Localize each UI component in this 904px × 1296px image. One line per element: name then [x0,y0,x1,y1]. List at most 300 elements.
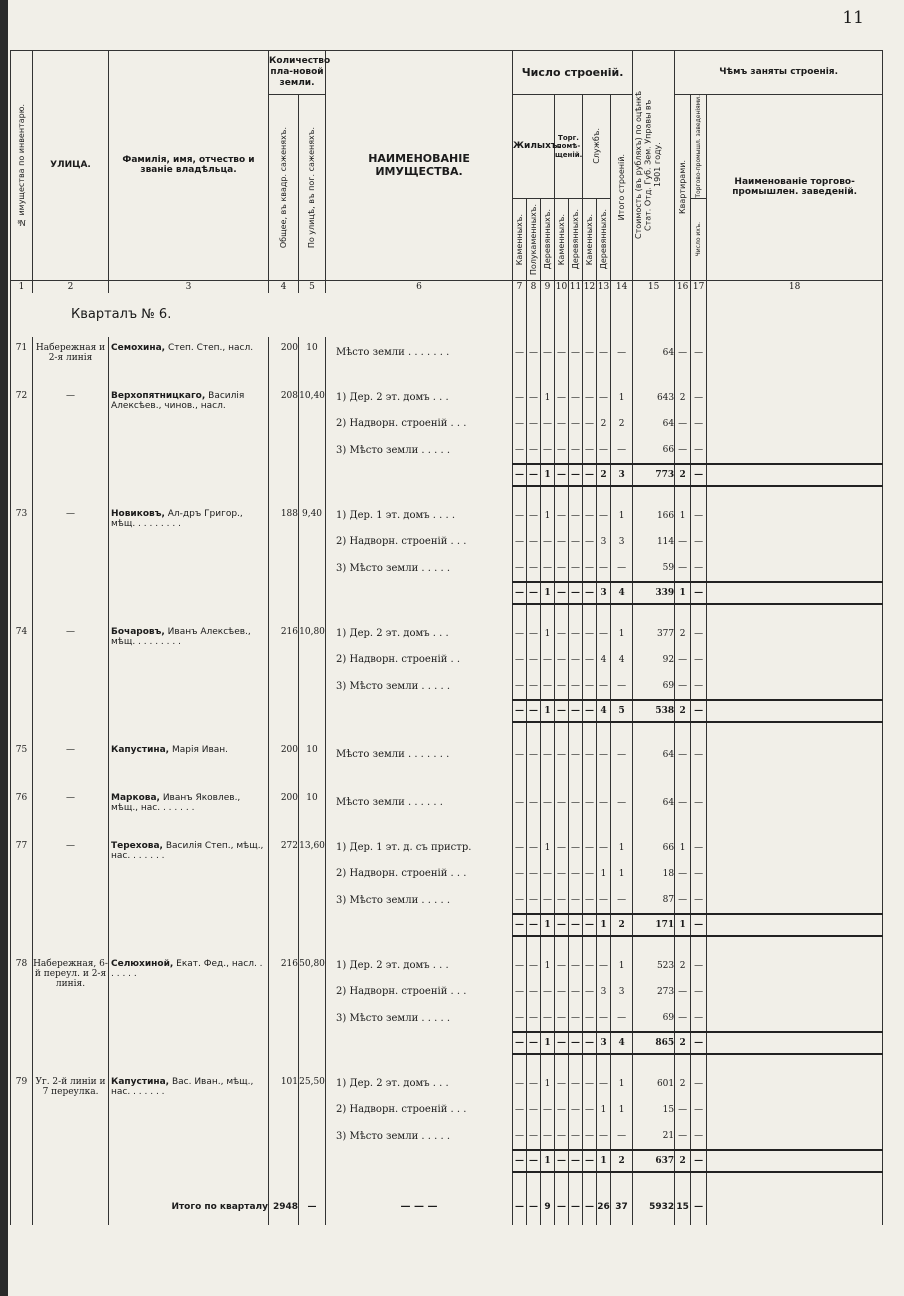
cell-c11: — [569,503,583,529]
cell-c8: — [527,1150,541,1172]
cell-c16: 2 [675,1032,691,1054]
cell-c16: — [675,739,691,771]
cell-c11: — [569,582,583,604]
cell-c11: — [569,337,583,369]
header-land-group: Количество пла-новой земли. [269,51,326,95]
cell-c17: — [691,529,707,555]
cell-c7: — [513,503,527,529]
cell-c16: — [675,887,691,914]
cell-establishment [707,887,883,914]
cell-c8: — [527,673,541,700]
spacer-row [11,1054,883,1071]
cell-c10: — [555,739,569,771]
entry-street: Набережная, 6-й переул. и 2-я линія. [33,953,109,1054]
cell-c14: 1 [611,1097,633,1123]
cell-establishment [707,979,883,1005]
cell-c15: 92 [633,647,675,673]
cell-c17: — [691,914,707,936]
property-item: 2) Надворн. строеній . . . [326,861,513,887]
entry-frontage: 10 [299,337,326,369]
grand-total-c8: — [527,1189,541,1225]
cell-c12: — [583,1150,597,1172]
header-property: НАИМЕНОВАНІЕ ИМУЩЕСТВА. [326,51,513,281]
cell-c17: — [691,385,707,411]
cell-establishment [707,787,883,819]
cell-c12: — [583,582,597,604]
table-row [11,385,883,411]
header-inventory-no: № имущества по инвентарю. [11,51,33,281]
cell-c15: 523 [633,953,675,979]
cell-establishment [707,673,883,700]
cell-c8: — [527,582,541,604]
entry-street: Уг. 2-й линіи и 7 переулка. [33,1071,109,1172]
cell-c16: 2 [675,700,691,722]
cell-c17: — [691,337,707,369]
cell-c11: — [569,437,583,464]
grand-total-c17: — [691,1189,707,1225]
cell-c12: — [583,887,597,914]
header-trade: Торг. помѣ-щеній. [555,95,583,199]
cell-c13: 2 [597,464,611,486]
cell-c11: — [569,1005,583,1032]
cell-c11: — [569,621,583,647]
cell-c7: — [513,979,527,1005]
property-item: Мѣсто земли . . . . . . [326,787,513,819]
cell-c10: — [555,1032,569,1054]
table-header [11,51,883,281]
cell-c9: — [541,739,555,771]
property-item: 1) Дер. 2 эт. домъ . . . [326,953,513,979]
cell-c17: — [691,411,707,437]
cell-c8: — [527,887,541,914]
cell-c7: — [513,953,527,979]
cell-c7: — [513,1150,527,1172]
cell-c12: — [583,787,597,819]
cell-c11: — [569,385,583,411]
cell-c16: — [675,647,691,673]
header-buildings-group: Число строеній. [513,51,633,95]
cell-c14: 3 [611,529,633,555]
owner-surname: Бочаровъ, [111,626,165,637]
cell-c12: — [583,385,597,411]
column-number: 7 [513,280,527,293]
cell-c7: — [513,1097,527,1123]
cell-c9: — [541,787,555,819]
cell-c8: — [527,555,541,582]
cell-establishment [707,1005,883,1032]
property-item: 3) Мѣсто земли . . . . . [326,1005,513,1032]
cell-c16: — [675,787,691,819]
column-number: 13 [597,281,610,292]
cell-c14: 3 [611,979,633,1005]
cell-c13: 4 [597,700,611,722]
cell-c16: 2 [675,464,691,486]
page-number: 11 [842,8,864,28]
entry-number: 78 [11,953,33,1054]
cell-establishment [707,555,883,582]
cell-c10: — [555,503,569,529]
cell-establishment [707,1032,883,1054]
cell-c9: — [541,437,555,464]
cell-c10: — [555,464,569,486]
cell-c15: 273 [633,979,675,1005]
cell-c7: — [513,739,527,771]
cell-establishment [707,621,883,647]
cell-c16: — [675,1097,691,1123]
cell-establishment [707,385,883,411]
grand-total-c16: 15 [675,1189,691,1225]
column-number: 5 [299,280,326,293]
cell-c14: — [611,887,633,914]
entry-street: — [33,835,109,936]
cell-establishment [707,503,883,529]
cell-c8: — [527,411,541,437]
cell-c16: — [675,411,691,437]
cell-establishment [707,411,883,437]
cell-c17: — [691,1071,707,1097]
cell-c17: — [691,979,707,1005]
entry-street: — [33,621,109,722]
cell-c16: 2 [675,621,691,647]
cell-c17: — [691,861,707,887]
cell-c7: — [513,914,527,936]
property-item: 3) Мѣсто земли . . . . . [326,555,513,582]
cell-c14: 2 [611,914,633,936]
cell-c17: — [691,739,707,771]
cell-c13: — [597,385,611,411]
cell-c17: — [691,464,707,486]
cell-c16: 1 [675,503,691,529]
cell-c8: — [527,953,541,979]
header-owner: Фамилія, имя, отчество и званіе владѣльца. [109,51,269,281]
cell-c13: 3 [597,1032,611,1054]
cell-c17: — [691,647,707,673]
header-land-street: По улицѣ, въ пог. саженяхъ. [299,95,326,281]
header-service-stone: Каменныхъ. [583,198,597,280]
entry-number: 71 [11,337,33,369]
cell-c7: — [513,555,527,582]
cell-c14: 4 [611,1032,633,1054]
spacer-row [11,604,883,621]
cell-c13: 2 [597,411,611,437]
cell-c9: — [541,861,555,887]
header-count: Число ихъ. [691,198,707,280]
cell-c9: 1 [541,582,555,604]
cell-c7: — [513,1071,527,1097]
header-service: Службъ. [583,95,611,199]
cell-c7: — [513,673,527,700]
cell-c9: — [541,979,555,1005]
grand-total-c14: 37 [611,1189,633,1225]
cell-c11: — [569,411,583,437]
owner-surname: Семохина, [111,342,166,353]
cell-c12: — [583,673,597,700]
cell-c17: — [691,673,707,700]
owner-details: Василія Алексѣев., чинов., насл. [111,390,245,411]
cell-c11: — [569,953,583,979]
spacer-row [11,936,883,953]
cell-c14: — [611,1123,633,1150]
header-res-halfstone: Полукаменныхъ. [527,198,541,280]
entry-number: 73 [11,503,33,604]
cell-c14: — [611,437,633,464]
cell-c13: 1 [597,1150,611,1172]
cell-c9: 1 [541,1032,555,1054]
cell-c13: — [597,887,611,914]
subtotal-blank [326,582,513,604]
grand-total-c9: 9 [541,1189,555,1225]
property-item: 1) Дер. 2 эт. домъ . . . [326,385,513,411]
cell-c9: — [541,1097,555,1123]
cell-c8: — [527,979,541,1005]
property-item: 1) Дер. 2 эт. домъ . . . [326,1071,513,1097]
cell-c11: — [569,861,583,887]
cell-c13: — [597,555,611,582]
column-number: 6 [326,280,513,293]
cell-c9: 1 [541,503,555,529]
cell-c17: — [691,1032,707,1054]
owner-details: Марія Иван. [169,744,229,755]
cell-c14: — [611,739,633,771]
cell-c8: — [527,861,541,887]
cell-c9: — [541,647,555,673]
cell-c7: — [513,1123,527,1150]
header-service-wooden: Деревянныхъ. [597,198,611,280]
entry-frontage: 50,80 [299,953,326,1054]
cell-c7: — [513,835,527,861]
cell-c13: — [597,673,611,700]
column-number: 9 [541,280,555,293]
cell-c14: 4 [611,582,633,604]
cell-c8: — [527,835,541,861]
cell-c15: 59 [633,555,675,582]
table-row [11,953,883,979]
grand-blank [11,1189,33,1225]
property-item: 3) Мѣсто земли . . . . . [326,437,513,464]
grand-total-area: 2948 [269,1189,299,1225]
cell-c16: — [675,1123,691,1150]
property-item: 2) Надворн. строеній . . . [326,979,513,1005]
cell-c15: 601 [633,1071,675,1097]
header-residential: Жилыхъ. [513,95,555,199]
grand-total-c12: — [583,1189,597,1225]
grand-total-c13: 26 [597,1189,611,1225]
cell-c12: — [583,835,597,861]
cell-c15: 66 [633,835,675,861]
grand-blank [707,1189,883,1225]
entry-area: 216 [269,621,299,722]
cell-c12: — [583,529,597,555]
cell-c13: — [597,503,611,529]
cell-c12: — [583,739,597,771]
cell-c7: — [513,464,527,486]
cell-c17: — [691,700,707,722]
cell-c7: — [513,700,527,722]
cell-c11: — [569,787,583,819]
cell-c16: — [675,337,691,369]
cell-c17: — [691,787,707,819]
grand-total-c15: 5932 [633,1189,675,1225]
cell-c14: 1 [611,835,633,861]
cell-c15: 64 [633,337,675,369]
entry-area: 188 [269,503,299,604]
page-binding-edge [0,0,8,1296]
cell-c8: — [527,337,541,369]
column-number: 17 [691,280,707,293]
quarter-title-row [11,293,883,337]
cell-c8: — [527,621,541,647]
cell-c10: — [555,337,569,369]
cell-c10: — [555,385,569,411]
column-number: 11 [569,281,582,292]
cell-c15: 21 [633,1123,675,1150]
spacer-row [11,819,883,835]
owner-details: Екат. Фед., насл. . . . . . . [111,958,263,979]
cell-c15: 64 [633,787,675,819]
cell-establishment [707,1097,883,1123]
property-item: 2) Надворн. строеній . . [326,647,513,673]
cell-c15: 18 [633,861,675,887]
cell-c7: — [513,529,527,555]
cell-c15: 538 [633,700,675,722]
cell-c10: — [555,861,569,887]
cell-c11: — [569,673,583,700]
cell-c17: — [691,1005,707,1032]
cell-c7: — [513,411,527,437]
cell-establishment [707,1071,883,1097]
subtotal-blank [326,1150,513,1172]
header-trade-wooden: Деревянныхъ. [569,198,583,280]
cell-c12: — [583,914,597,936]
cell-c17: — [691,887,707,914]
cell-c11: — [569,464,583,486]
table-row [11,1071,883,1097]
cell-c8: — [527,437,541,464]
cell-c14: 1 [611,385,633,411]
owner-surname: Терехова, [111,840,163,851]
cell-c11: — [569,1123,583,1150]
entry-frontage: 10 [299,739,326,771]
entry-area: 216 [269,953,299,1054]
column-number: 3 [109,280,269,293]
grand-total-c11: — [569,1189,583,1225]
owner-surname: Верхопятницкаго, [111,390,206,401]
cell-c13: 4 [597,647,611,673]
cell-c17: — [691,582,707,604]
header-total-buildings: Итого строеній. [611,95,633,281]
cell-c9: — [541,529,555,555]
cell-c11: — [569,739,583,771]
cell-c16: — [675,529,691,555]
spacer-row [11,486,883,503]
entry-street: — [33,385,109,486]
entry-area: 208 [269,385,299,486]
cell-c16: 1 [675,835,691,861]
cell-c12: — [583,555,597,582]
cell-c12: — [583,621,597,647]
cell-c14: — [611,337,633,369]
cell-c10: — [555,1071,569,1097]
entry-number: 76 [11,787,33,819]
entry-owner [109,739,269,771]
cell-c16: 1 [675,914,691,936]
property-item: 1) Дер. 2 эт. домъ . . . [326,621,513,647]
owner-details: Ал-дръ Григор., мѣщ. . . . . . . . . [111,508,243,529]
cell-c17: — [691,621,707,647]
column-number: 16 [675,280,691,293]
grand-total-name: — — — [326,1189,513,1225]
cell-c12: — [583,411,597,437]
property-ledger-table [10,50,883,1225]
cell-c15: 865 [633,1032,675,1054]
cell-c15: 166 [633,503,675,529]
cell-c11: — [569,835,583,861]
cell-c9: 1 [541,1071,555,1097]
cell-c14: 2 [611,1150,633,1172]
entry-area: 272 [269,835,299,936]
cell-c12: — [583,979,597,1005]
cell-c10: — [555,1150,569,1172]
cell-c12: — [583,1032,597,1054]
cell-establishment [707,582,883,604]
cell-c17: — [691,1150,707,1172]
grand-total-frontage: — [299,1189,326,1225]
cell-c12: — [583,1123,597,1150]
property-item: 2) Надворн. строеній . . . [326,529,513,555]
cell-c8: — [527,1097,541,1123]
column-number: 12 [583,281,596,292]
cell-c13: — [597,787,611,819]
cell-c11: — [569,1097,583,1123]
cell-c10: — [555,1123,569,1150]
cell-c12: — [583,503,597,529]
cell-c12: — [583,953,597,979]
cell-c15: 69 [633,1005,675,1032]
column-number: 4 [269,280,299,293]
cell-establishment [707,464,883,486]
cell-c17: — [691,555,707,582]
cell-c11: — [569,979,583,1005]
cell-c12: — [583,337,597,369]
property-item: 3) Мѣсто земли . . . . . [326,673,513,700]
cell-c10: — [555,887,569,914]
owner-details: Степ. Степ., насл. [165,342,254,353]
cell-c11: — [569,1071,583,1097]
owner-details: Вас. Иван., мѣщ., нас. . . . . . . [111,1076,254,1097]
cell-c9: — [541,1123,555,1150]
cell-c13: 1 [597,861,611,887]
cell-c9: — [541,673,555,700]
cell-c12: — [583,437,597,464]
cell-c10: — [555,787,569,819]
owner-surname: Капустина, [111,1076,170,1087]
property-item: 2) Надворн. строеній . . . [326,411,513,437]
entry-number: 79 [11,1071,33,1172]
cell-establishment [707,739,883,771]
cell-c11: — [569,887,583,914]
column-number-row [11,280,883,293]
cell-c13: — [597,1005,611,1032]
cell-c17: — [691,835,707,861]
cell-c7: — [513,1005,527,1032]
cell-c17: — [691,1097,707,1123]
entry-frontage: 10,80 [299,621,326,722]
cell-establishment [707,914,883,936]
subtotal-blank [326,1032,513,1054]
column-number: 18 [707,280,883,293]
owner-surname: Капустина, [111,744,170,755]
entry-owner [109,337,269,369]
